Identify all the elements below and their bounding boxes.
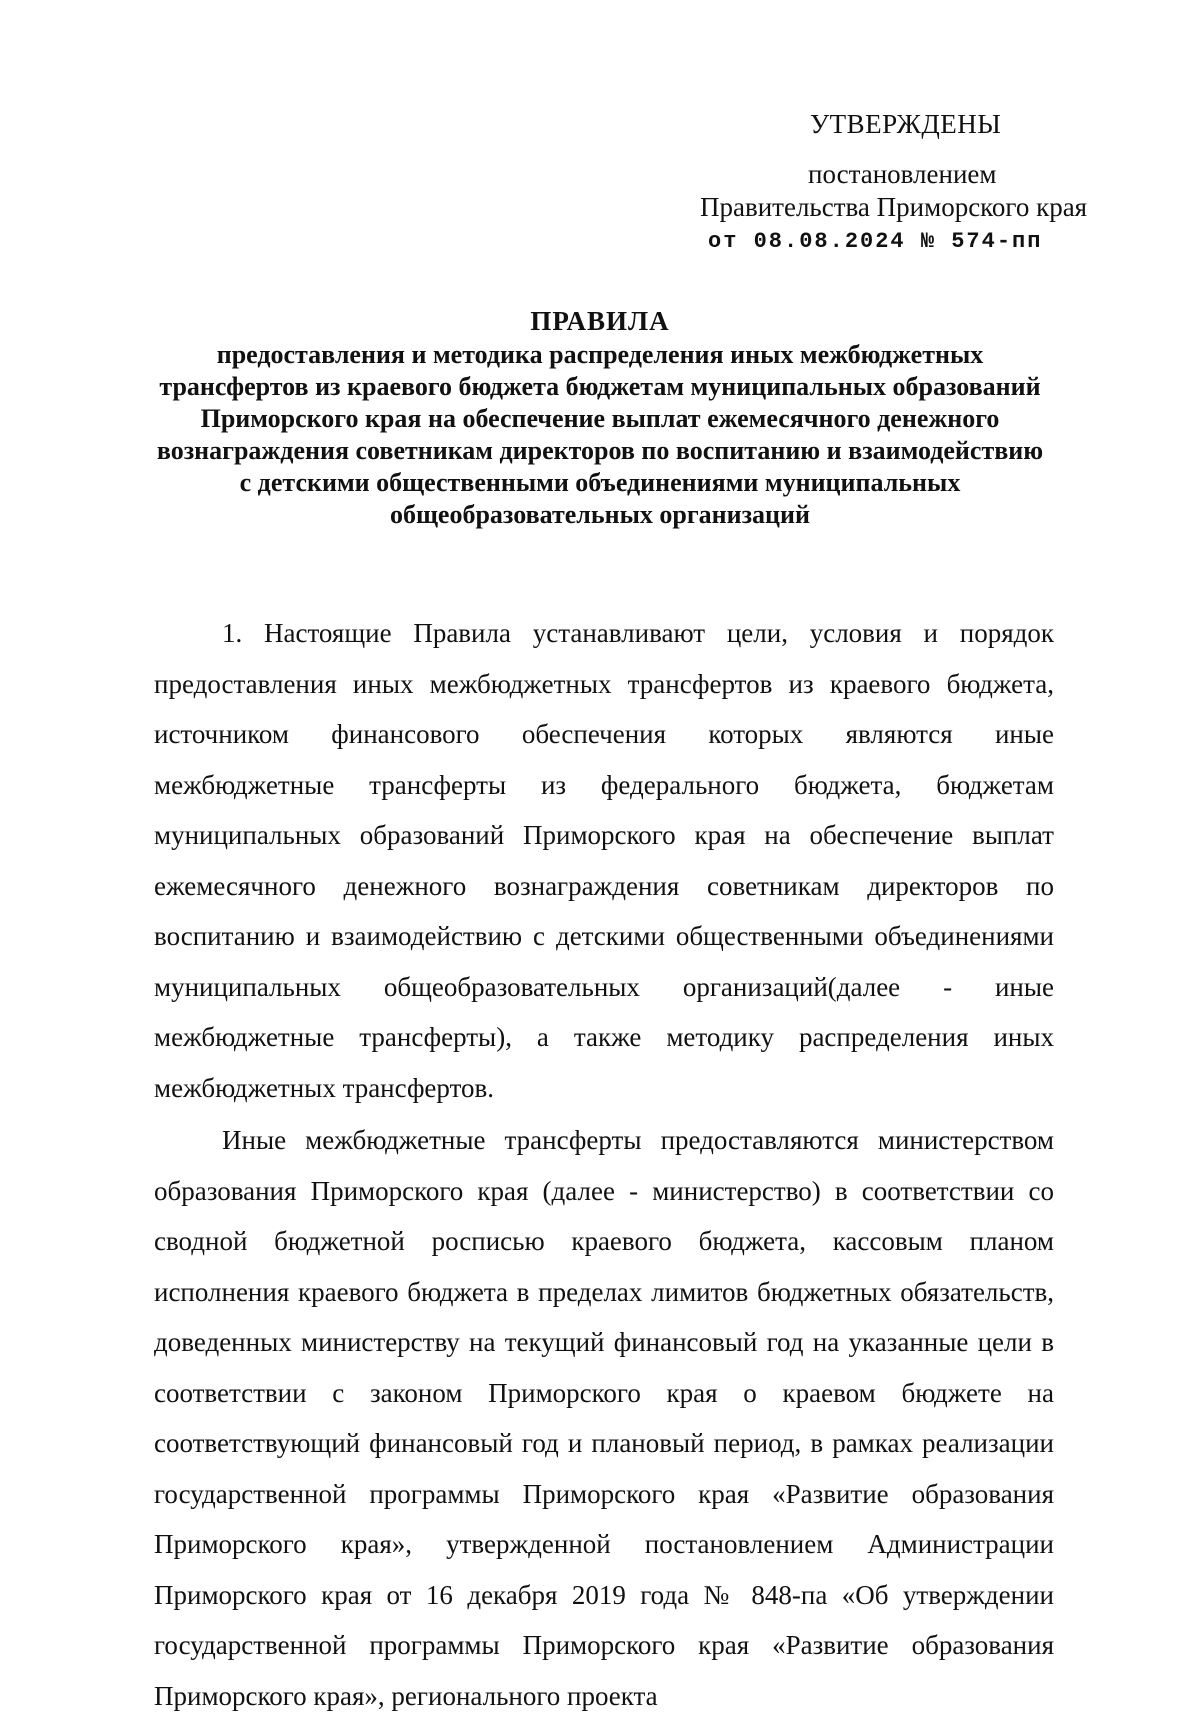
paragraph-1: 1. Настоящие Правила устанавливают цели, условия и порядок предоставления иных межбюджетных трансфертов из краевого бюджета, источником финансового обеспечения которых являются иные межбюджетные трансферты из федерального бюджета, бюджетам муниципальных образований Приморского края на обеспечение выплат ежемесячного денежного вознаграждения советникам директоров по воспитанию и взаимодействию с детскими общественными объединениями муниципальных общеобразовательных организаций(далее - иные межбюджетные трансферты), а также методику распределения иных межбюджетных трансфертов. xyxy=(154,618,1054,1103)
approved-label: УТВЕРЖДЕНЫ xyxy=(810,109,1002,139)
document-body xyxy=(154,608,1054,1723)
paragraph-2: Иные межбюджетные трансферты предоставляются министерством образования Приморского края (далее - министерство) в соответствии со сводной бюджетной росписью краевого бюджета, кассовым планом исполнения краевого бюджета в пределах лимитов бюджетных обязательств, доведенных министерству на текущий финансовый год на указанные цели в соответствии с законом Приморского края о краевом бюджете на соответствующий финансовый год и плановый период, в рамках реализации государственной программы Приморского края «Развитие образования Приморского края», утвержденной постановлением Администрации Приморского края от 16 декабря 2019 года № 848-па «Об утверждении государственной программы Приморского края «Развитие образования Приморского края», регионального проекта xyxy=(154,1125,1054,1711)
document-title: ПРАВИЛА xyxy=(530,306,670,336)
government-label: Правительства Приморского края xyxy=(700,192,1088,222)
resolution-label: постановлением xyxy=(808,159,997,189)
document-subtitle: предоставления и методика распределения иных межбюджетных трансфертов из краевого бюджета бюджетам муниципальных образований Приморского края на обеспечение выплат ежемесячного денежного вознаграждения советникам директоров по воспитанию и взаимодействию с детскими общественными объединениями муниципальных общеобразовательных организаций xyxy=(156,340,1044,529)
document-title-block xyxy=(150,305,1050,531)
resolution-date-number: от 08.08.2024 № 574-пп xyxy=(708,229,1043,254)
